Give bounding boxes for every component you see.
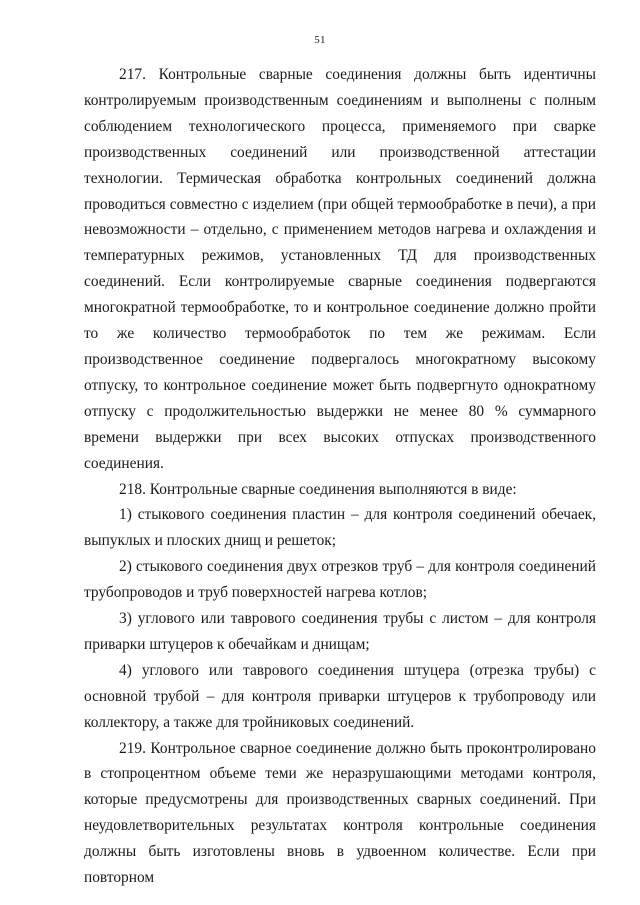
document-body <box>84 62 596 891</box>
list-item-2: 2) стыкового соединения двух отрезков труб – для контроля соединений трубопроводов и труб поверхностей нагрева котлов; <box>84 558 596 602</box>
page-number: 51 <box>314 34 326 46</box>
paragraph-218: 218. Контрольные сварные соединения выполняются в виде: <box>119 480 517 498</box>
paragraph-217: 217. Контрольные сварные соединения должны быть идентичны контролируемым производственным соединениям и выполнены с полным соблюдением технологического процесса, применяемого при сварке производственных соединений или производственной аттестации технологии. Термическая обработка контрольных соединений должна проводиться совместно с изделием (при общей термообработке в печи), а при невозможности – отдельно, с применением методов нагрева и охлаждения и температурных режимов, установленных ТД для производственных соединений. Если контролируемые сварные соединения подвергаются многократной термообработке, то и контрольное соединение должно пройти то же количество термообработок по тем же режимам. Если производственное соединение подвергалось многократному высокому отпуску, то контрольное соединение может быть подвергнуто однократному отпуску с продолжительностью выдержки не менее 80 % суммарного времени выдержки при всех высоких отпусках производственного соединения. <box>84 66 596 472</box>
paragraph-219: 219. Контрольное сварное соединение должно быть проконтролировано в стопроцентном объеме теми же неразрушающими методами контроля, которые предусмотрены для производственных сварных соединений. При неудовлетворительных результатах контроля контрольные соединения должны быть изготовлены вновь в удвоенном количестве. Если при повторном <box>84 739 596 887</box>
list-item-3: 3) углового или таврового соединения трубы с листом – для контроля приварки штуцеров к обечайкам и днищам; <box>84 610 596 653</box>
list-item-1: 1) стыкового соединения пластин – для контроля соединений обечаек, выпуклых и плоских днищ и решеток; <box>84 506 596 550</box>
list-item-4: 4) углового или таврового соединения штуцера (отрезка трубы) с основной трубой – для контроля приварки штуцеров к трубопроводу или коллектору, а также для тройниковых соединений. <box>84 661 596 731</box>
